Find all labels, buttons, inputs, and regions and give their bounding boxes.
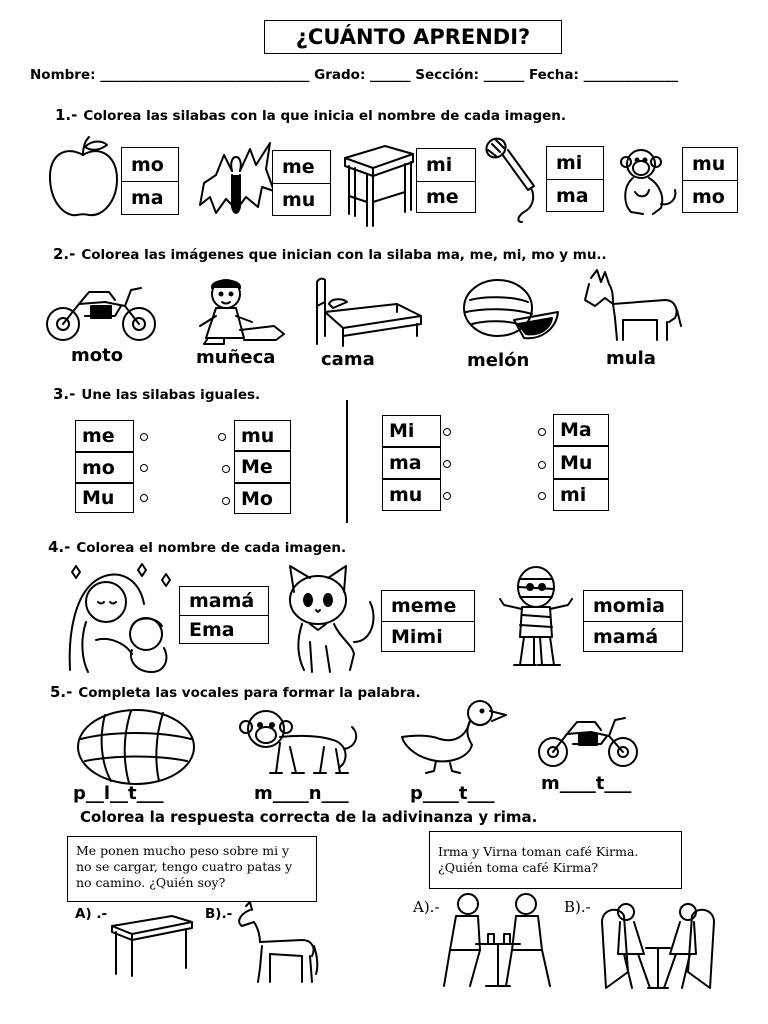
answer-option-a[interactable]: A) .- <box>75 906 108 922</box>
match-syllable[interactable]: me <box>75 420 134 452</box>
section6-instruction: Colorea la respuesta correcta de la adivinanza y rima. <box>80 808 538 826</box>
riddle-box: Me ponen mucho peso sobre mi y no se cargar, tengo cuatro patas y no camino. ¿Quién soy? <box>67 836 317 902</box>
syllable-option[interactable]: ma <box>547 179 603 211</box>
syllable-box[interactable] <box>682 147 738 213</box>
match-dot[interactable] <box>538 492 546 500</box>
monkey-icon <box>240 707 360 779</box>
syllable-option[interactable]: mo <box>683 180 737 212</box>
section5-number: 5.- <box>50 683 73 701</box>
women-on-sofas-icon <box>598 892 718 992</box>
duck-icon <box>400 697 508 777</box>
syllable-option[interactable]: me <box>417 181 475 213</box>
word-option[interactable]: momia <box>593 595 665 617</box>
mummy-icon <box>496 565 576 669</box>
match-dot[interactable] <box>443 492 451 500</box>
syllable-box[interactable] <box>416 148 476 213</box>
match-syllable[interactable]: mu <box>382 479 441 511</box>
section5-instruction <box>50 683 421 701</box>
match-dot[interactable] <box>140 433 148 441</box>
match-syllable[interactable]: ma <box>382 447 441 479</box>
picture-label: muñeca <box>196 347 276 368</box>
match-syllable[interactable]: Mi <box>382 415 441 447</box>
match-syllable[interactable]: mi <box>553 479 609 511</box>
answer-option-b[interactable]: B).- <box>205 906 233 922</box>
match-dot[interactable] <box>222 465 230 473</box>
section4-text: Colorea el nombre de cada imagen. <box>76 540 347 556</box>
mule-icon <box>583 270 683 346</box>
section3-number: 3.- <box>53 385 76 403</box>
match-syllable[interactable]: Mo <box>234 483 291 514</box>
motorcycle-icon <box>537 712 641 768</box>
divider-line <box>346 400 348 523</box>
syllable-option[interactable]: ma <box>122 181 178 214</box>
syllable-option[interactable]: me <box>282 156 315 178</box>
rhyme-line: ¿Quién toma café Kirma? <box>438 860 599 875</box>
section3-instruction <box>53 385 260 403</box>
section1-text: Colorea las silabas con la que inicia el nombre de cada imagen. <box>83 108 567 124</box>
bat-icon <box>196 135 274 227</box>
horse-icon <box>236 902 320 986</box>
section5-text: Completa las vocales para formar la palabra. <box>78 685 421 701</box>
word-option-box[interactable] <box>179 586 269 644</box>
picture-label: cama <box>321 349 375 370</box>
syllable-box[interactable] <box>546 146 604 212</box>
match-syllable[interactable]: mu <box>234 420 291 451</box>
section2-text: Colorea las imágenes que inician con la silaba ma, me, mi, mo y mu.. <box>81 247 607 263</box>
answer-option-b[interactable]: B).- <box>564 898 591 916</box>
fill-in-word[interactable]: m____n___ <box>254 783 349 804</box>
word-option[interactable]: Mimi <box>382 621 474 651</box>
cat-icon <box>280 562 380 678</box>
match-syllable[interactable]: mo <box>75 452 134 483</box>
match-dot[interactable] <box>443 428 451 436</box>
picture-label: mula <box>606 348 656 369</box>
section1-instruction <box>55 106 566 124</box>
syllable-option[interactable]: mi <box>556 152 583 174</box>
match-syllable[interactable]: Me <box>234 451 291 483</box>
rhyme-box <box>429 831 682 889</box>
fill-in-word[interactable]: p____t___ <box>410 783 495 804</box>
word-option[interactable]: Ema <box>180 615 268 643</box>
bed-icon <box>313 276 427 348</box>
match-dot[interactable] <box>538 461 546 469</box>
picture-label: melón <box>467 350 530 371</box>
match-dot[interactable] <box>140 494 148 502</box>
doll-icon <box>194 276 288 346</box>
apple-icon <box>45 137 121 219</box>
match-syllable[interactable]: Mu <box>75 483 134 513</box>
page-title: ¿CUÁNTO APRENDI? <box>264 20 562 54</box>
table-icon <box>343 140 415 228</box>
word-option[interactable]: meme <box>391 595 457 617</box>
section1-number: 1.- <box>55 106 78 124</box>
match-syllable[interactable]: Ma <box>553 414 609 446</box>
section2-number: 2.- <box>53 245 76 263</box>
word-option-box[interactable] <box>381 590 475 652</box>
syllable-option[interactable]: mo <box>131 153 164 176</box>
picture-label: moto <box>71 345 124 366</box>
match-dot[interactable] <box>538 428 546 436</box>
word-option-box[interactable] <box>583 590 683 652</box>
monkey-icon <box>617 146 681 218</box>
word-option[interactable]: mamá <box>189 590 255 612</box>
student-info-line: Nombre: _______________________________ Grado: ______ Sección: ______ Fecha: ______________ <box>30 67 679 83</box>
section2-instruction <box>53 245 607 263</box>
match-dot[interactable] <box>222 497 230 505</box>
syllable-option[interactable]: mi <box>426 153 453 176</box>
answer-option-a[interactable]: A).- <box>413 898 440 916</box>
melon-icon <box>460 276 564 346</box>
syllable-option[interactable]: mu <box>692 153 726 175</box>
syllable-option[interactable]: mu <box>273 183 330 215</box>
section4-instruction <box>48 538 346 556</box>
ball-icon <box>75 707 197 787</box>
section4-number: 4.- <box>48 538 71 556</box>
section3-text: Une las silabas iguales. <box>81 387 261 403</box>
rhyme-line: Irma y Virna toman café Kirma. <box>438 844 639 859</box>
fill-in-word[interactable]: m____t___ <box>541 773 632 794</box>
syllable-box[interactable] <box>272 150 331 216</box>
mother-child-icon <box>66 560 176 676</box>
table-icon <box>110 912 194 978</box>
match-dot[interactable] <box>218 433 226 441</box>
word-option[interactable]: mamá <box>584 621 682 651</box>
match-dot[interactable] <box>443 460 451 468</box>
microphone-icon <box>484 136 548 222</box>
syllable-box[interactable] <box>121 147 179 215</box>
people-at-table-icon <box>440 890 556 990</box>
motorcycle-icon <box>45 280 159 344</box>
match-dot[interactable] <box>140 464 148 472</box>
match-syllable[interactable]: Mu <box>553 446 609 479</box>
fill-in-word[interactable]: p__l__t___ <box>73 783 164 804</box>
